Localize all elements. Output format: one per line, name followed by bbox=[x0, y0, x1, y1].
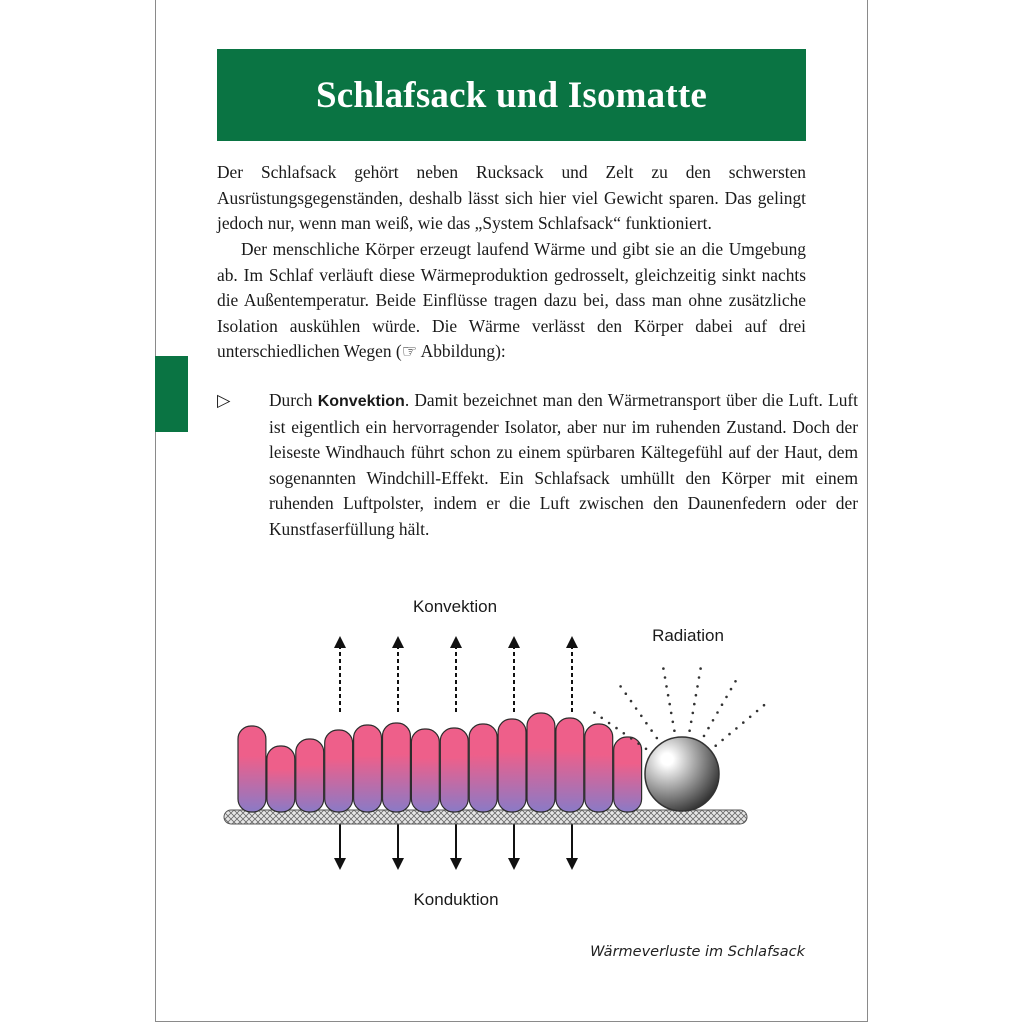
page-title: Schlafsack und Isomatte bbox=[315, 74, 708, 116]
bullet-text-rest: . Damit bezeichnet man den Wärmetransport über die Luft. Luft ist eigentlich ein hervorragender Isolator, aber nur im ruhenden Zustand. Doch der leiseste Windhauch führt schon zu einem spürbaren Kältegefühl auf der Haut, dem sogenannten Windchill-Effekt. Ein Schlafsack umhüllt den Körper mit einem ruhenden Luftpolster, indem er die Luft zwischen den Daunenfedern oder der Kunstfaserfüllung hält. bbox=[269, 390, 859, 539]
bullet-text-lead: Durch bbox=[269, 390, 318, 410]
body-paragraph-text: Der menschliche Körper erzeugt laufend Wärme und gibt sie an die Umgebung ab. Im Schlaf verläuft diese Wärmeproduktion gedrosselt, gleichzeitig sinkt nachts die Außentemperatur. Beide Einflüsse tragen dazu bei, dass man ohne zusätzliche Isolation auskühlen würde. Die Wärme verlässt den Körper dabei auf drei unterschiedlichen Wegen ( bbox=[217, 239, 806, 361]
label-conduction: Konduktion bbox=[413, 890, 499, 909]
chapter-thumb-tab bbox=[155, 356, 188, 432]
label-radiation: Radiation bbox=[652, 626, 724, 645]
title-banner bbox=[217, 49, 806, 141]
figure-caption: Wärmeverluste im Schlafsack bbox=[590, 944, 805, 960]
body-paragraph bbox=[217, 237, 806, 365]
intro-paragraph: Der Schlafsack gehört neben Rucksack und Zelt zu den schwersten Ausrüstungsgegenständen, deshalb lässt sich hier viel Gewicht sparen. Das gelingt jedoch nur, wenn man weiß, wie das „System Schlafsack“ funktioniert. bbox=[217, 162, 806, 233]
label-convection: Konvektion bbox=[412, 597, 498, 616]
keyword-konvektion: Konvektion bbox=[317, 393, 405, 410]
pointing-hand-icon: ☞ bbox=[401, 341, 418, 361]
figure-reference: Abbildung): bbox=[417, 341, 506, 361]
triangle-bullet-icon: ▷ bbox=[217, 390, 231, 410]
bullet-paragraph-convection bbox=[217, 388, 858, 542]
